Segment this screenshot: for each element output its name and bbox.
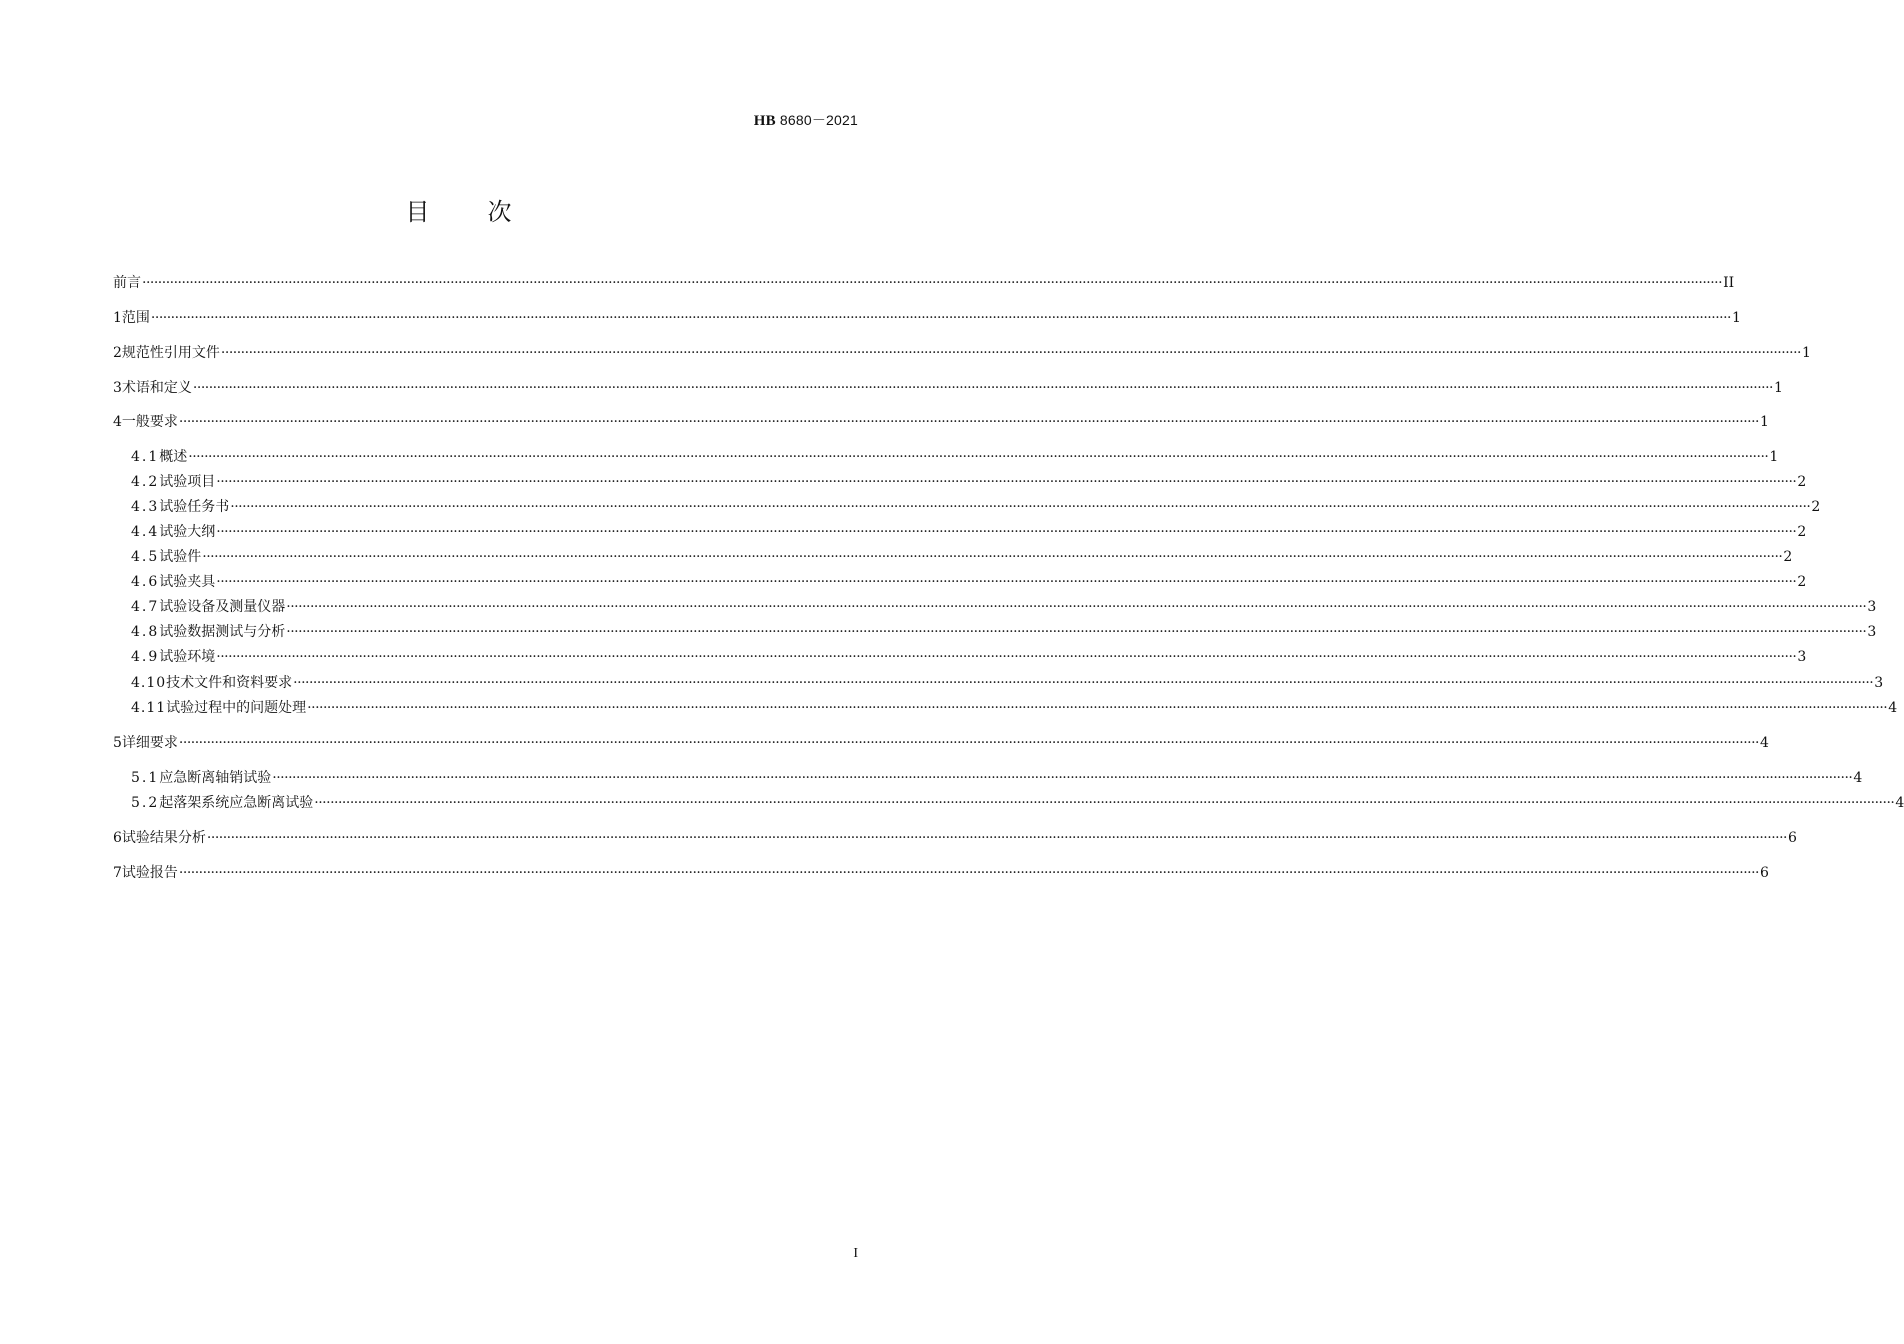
toc-entry-number: 4.1 — [131, 449, 160, 465]
toc-entry[interactable] — [131, 699, 1898, 717]
toc-entry-page: 1 — [1802, 345, 1811, 361]
toc-entry-label: 范围 — [121, 310, 150, 326]
toc-entry-label: 试验环境 — [159, 649, 216, 665]
toc-entry-number: 4.4 — [131, 524, 160, 540]
toc-entry-label: 详细要求 — [121, 735, 178, 751]
toc-entry-number: 1 — [113, 310, 122, 326]
toc-entry-label: 试验数据测试与分析 — [159, 624, 286, 640]
toc-entry-label: 概述 — [159, 449, 188, 465]
toc-entry-label: 试验夹具 — [159, 574, 216, 590]
toc-dot-leader: ················································································································································································································································································································································································································ — [142, 275, 1723, 291]
toc-entry-number: 4 — [113, 414, 122, 430]
toc-entry-page: 6 — [1760, 865, 1769, 881]
toc-entry[interactable] — [131, 498, 1821, 516]
toc-entry-page: 2 — [1797, 474, 1807, 490]
toc-entry-label: 应急断离轴销试验 — [159, 770, 272, 786]
toc-entry[interactable] — [113, 829, 1797, 847]
toc-entry-number: 7 — [113, 865, 122, 881]
toc-dot-leader: ················································································································································································································································································································································································································ — [150, 310, 1731, 326]
toc-entry[interactable] — [131, 674, 1884, 692]
toc-entry-page: 2 — [1811, 499, 1821, 515]
toc-dot-leader: ················································································································································································································································································································································································································ — [192, 380, 1773, 396]
toc-entry-page: 2 — [1797, 524, 1807, 540]
toc-entry-page: 4 — [1888, 700, 1898, 716]
toc-entry-number: 6 — [113, 830, 122, 846]
toc-entry-label: 试验大纲 — [159, 524, 216, 540]
toc-entry[interactable] — [131, 448, 1779, 466]
table-of-contents — [113, 0, 1904, 1344]
toc-entry-page: 1 — [1732, 310, 1741, 326]
toc-entry-page: 1 — [1769, 449, 1779, 465]
toc-entry-number: 4.7 — [131, 599, 160, 615]
toc-entry[interactable] — [113, 309, 1741, 327]
toc-entry[interactable] — [113, 274, 1735, 292]
toc-entry-number: 4.8 — [131, 624, 160, 640]
toc-dot-leader: ················································································································································································································································································································································································································ — [314, 795, 1895, 811]
toc-dot-leader: ················································································································································································································································································································································································································ — [216, 574, 1797, 590]
toc-dot-leader: ················································································································································································································································································································································································································ — [220, 345, 1801, 361]
toc-entry-label: 规范性引用文件 — [121, 345, 220, 361]
toc-entry-label: 试验任务书 — [159, 499, 230, 515]
toc-entry-label: 一般要求 — [121, 414, 178, 430]
toc-entry-number: 5 — [113, 735, 122, 751]
toc-dot-leader: ················································································································································································································································································································································································································ — [188, 449, 1769, 465]
toc-entry-page: 1 — [1774, 380, 1783, 396]
document-code-prefix: HB — [753, 113, 776, 129]
toc-dot-leader: ················································································································································································································································································································································································································ — [286, 599, 1867, 615]
toc-entry-page: 3 — [1867, 599, 1877, 615]
toc-entry-label: 试验件 — [159, 549, 202, 565]
toc-entry-label: 技术文件和资料要求 — [166, 675, 293, 691]
toc-entry-number: 5.1 — [131, 770, 160, 786]
toc-entry-label: 起落架系统应急断离试验 — [159, 795, 314, 811]
toc-entry-number: 3 — [113, 380, 122, 396]
toc-entry-page: 4 — [1853, 770, 1863, 786]
toc-entry-label: 试验报告 — [121, 865, 178, 881]
toc-dot-leader: ················································································································································································································································································································································································································ — [178, 735, 1759, 751]
toc-dot-leader: ················································································································································································································································································································································································································ — [202, 549, 1783, 565]
toc-dot-leader: ················································································································································································································································································································································································································ — [286, 624, 1867, 640]
toc-entry-page: 1 — [1760, 414, 1769, 430]
toc-entry-number: 5.2 — [131, 795, 160, 811]
toc-title: 目次 — [405, 198, 570, 226]
toc-dot-leader: ················································································································································································································································································································································································································ — [206, 830, 1787, 846]
footer-page-number: I — [853, 1246, 858, 1261]
toc-entry-page: 3 — [1874, 675, 1884, 691]
toc-entry[interactable] — [131, 794, 1904, 812]
toc-entry-page: 4 — [1895, 795, 1904, 811]
toc-dot-leader: ················································································································································································································································································································································································································ — [216, 474, 1797, 490]
document-code-number: 8680－2021 — [775, 112, 858, 128]
toc-entry-label: 试验结果分析 — [121, 830, 206, 846]
toc-entry-label: 试验设备及测量仪器 — [159, 599, 286, 615]
toc-entry-number: 4.9 — [131, 649, 160, 665]
toc-dot-leader: ················································································································································································································································································································································································································ — [216, 524, 1797, 540]
toc-entry-number: 4.11 — [131, 700, 167, 716]
toc-entry-number: 4.10 — [131, 675, 167, 691]
toc-entry-label: 试验项目 — [159, 474, 216, 490]
toc-entry-page: 4 — [1760, 735, 1769, 751]
toc-entry-page: 2 — [1783, 549, 1793, 565]
toc-entry-number: 4.3 — [131, 499, 160, 515]
toc-dot-leader: ················································································································································································································································································································································································································ — [272, 770, 1853, 786]
toc-entry[interactable] — [131, 473, 1807, 491]
toc-entry[interactable] — [131, 648, 1807, 666]
toc-entry[interactable] — [113, 413, 1769, 431]
toc-entry[interactable] — [131, 573, 1807, 591]
toc-entry[interactable] — [113, 734, 1769, 752]
toc-entry-page: 3 — [1797, 649, 1807, 665]
toc-entry-label: 术语和定义 — [121, 380, 192, 396]
toc-entry-number: 4.5 — [131, 549, 160, 565]
toc-entry[interactable] — [113, 864, 1769, 882]
toc-entry-label: 试验过程中的问题处理 — [166, 700, 307, 716]
toc-entry[interactable] — [113, 344, 1811, 362]
toc-entry[interactable] — [113, 379, 1783, 397]
toc-entry-number: 4.6 — [131, 574, 160, 590]
toc-dot-leader: ················································································································································································································································································································································································································ — [178, 414, 1759, 430]
toc-dot-leader: ················································································································································································································································································································································································································ — [307, 700, 1888, 716]
toc-entry-label: 前言 — [113, 275, 141, 291]
toc-entry-page: 2 — [1797, 574, 1807, 590]
toc-dot-leader: ················································································································································································································································································································································································································ — [178, 865, 1759, 881]
toc-entry-number: 2 — [113, 345, 122, 361]
toc-entry[interactable] — [131, 548, 1793, 566]
toc-entry[interactable] — [131, 523, 1807, 541]
toc-entry-page: 3 — [1867, 624, 1877, 640]
toc-entry-number: 4.2 — [131, 474, 160, 490]
toc-entry-page: 6 — [1788, 830, 1797, 846]
toc-dot-leader: ················································································································································································································································································································································································································ — [293, 675, 1874, 691]
toc-entry[interactable] — [131, 598, 1877, 616]
toc-entry[interactable] — [131, 769, 1863, 787]
toc-dot-leader: ················································································································································································································································································································································································································ — [230, 499, 1811, 515]
toc-entry[interactable] — [131, 623, 1877, 641]
toc-entry-page: II — [1723, 275, 1735, 291]
toc-dot-leader: ················································································································································································································································································································································································································ — [216, 649, 1797, 665]
